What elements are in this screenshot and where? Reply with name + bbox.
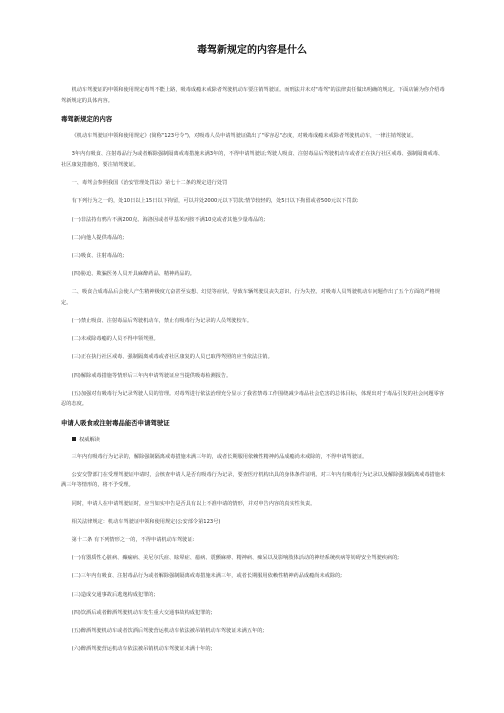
paragraph: 第十二条 有下列情形之一的，不得申请机动车驾驶证:: [71, 536, 195, 543]
paragraph: 有下列行为之一的，处10日以上15日以下拘留，可以并处2000元以下罚款;情节较轻的，处5日以下拘留或者500元以下罚款:: [71, 198, 359, 205]
page-title: 毒驾新规定的内容是什么: [197, 45, 307, 56]
list-item: (二)未戒除毒瘾的人员不得申领驾照。: [71, 336, 159, 343]
paragraph: 3年内有吸食、注射毒品行为或者解除强制隔离戒毒措施未满3年的，不得申请驾驶证;驾驶人吸食、注射毒品后驾驶机动车或者正在执行社区戒毒、强制隔离戒毒、社区康复措施的，要注销驾驶证。: [61, 151, 444, 168]
bullet-label: 权威解读: [79, 437, 100, 443]
bullet-item: [72, 435, 447, 446]
list-item: (三)正在执行社区戒毒、强制隔离戒毒或者社区康复的人员已取得驾照的应当依法注销。: [71, 354, 273, 361]
paragraph: 《机动车驾驶证申领和使用规定》(简称"123号令")，对吸毒人员申请驾驶证做出了"零容忍"态度，对吸毒成瘾未戒除者驾驶机动车，一律注销驾驶证。: [71, 133, 417, 140]
list-item: (一)非法持有鸦片不满200克、海洛因或者甲基苯丙胺不满10克或者其他少量毒品的;: [71, 216, 266, 223]
paragraph: 同时，申请人在申请驾驶证时，应当如实申告是否具有以上不准申请的情形，并对申告内容的真实性负责。: [71, 500, 316, 507]
list-item: (四)胁迫、欺骗医务人员开具麻醉药品、精神药品的。: [71, 271, 195, 278]
list-item: (一)禁止吸食、注射毒品后驾驶机动车，禁止有吸毒行为记录的人员驾驶校车。: [71, 318, 253, 325]
paragraph: 一、毒驾会参照我国《治安管理处罚法》第七十二条的规定进行处罚: [71, 180, 228, 187]
section-heading-new-rules: 毒驾新规定的内容: [61, 115, 113, 124]
paragraph: 三年内有吸毒行为记录的，解除强制隔离戒毒措施未满三年的，或者长期服用依赖性精神药品成瘾尚未戒除的，不得申请驾驶证。: [71, 453, 368, 460]
list-item: (四)饮酒后或者醉酒驾驶机动车发生重大交通事故构成犯罪的;: [71, 609, 213, 616]
list-item: (五)醉酒驾驶机动车或者饮酒后驾驶营运机动车依法被吊销机动车驾驶证未满五年的;: [71, 627, 265, 634]
list-item: (二)三年内有吸食、注射毒品行为或者解除强制隔离戒毒措施未满三年，或者长期服用依赖性精神药品成瘾尚未戒除的;: [71, 573, 342, 580]
list-item: (二)向他人提供毒品的;: [71, 234, 125, 241]
list-item: (三)造成交通事故后逃逸构成犯罪的;: [71, 591, 156, 598]
list-item: (三)吸食、注射毒品的;: [71, 252, 125, 259]
list-item: (四)解除戒毒措施等情形后三年内申请驾驶证应当提供吸毒检测报告。: [71, 372, 232, 379]
list-item: (一)有器质性心脏病、癫痫病、美尼尔氏症、眩晕症、癔病、震颤麻痹、精神病、痴呆以及影响肢体活动的神经系统疾病等妨碍安全驾驶疾病的;: [71, 555, 400, 562]
intro-paragraph: 机动车驾驶证的申领和使用规定毒驾不能上路，吸毒成瘾未戒除者驾驶机动车要注销驾驶证。而刑法并未对"毒驾"的法律责任做出明确的规定。下面店铺为你介绍毒驾新规定的具体内容。: [61, 87, 445, 104]
square-bullet-icon: [72, 437, 77, 442]
paragraph: 二、吸食合成毒品后会使人产生精神极度亢奋甚至妄想、幻觉等症状，导致车辆驾驶员丧失意识、行为失控。对吸毒人员驾驶机动车问题作出了五个方面的严格规定。: [61, 289, 440, 306]
section-heading-license-eligibility: 申请人吸食或注射毒品能否申请驾驶证: [61, 419, 170, 427]
list-item: (六)醉酒驾驶营运机动车依法被吊销机动车驾驶证未满十年的;: [71, 646, 213, 653]
paragraph: 公安交警部门在受理驾驶证申请时，会核查申请人是否有吸毒行为记录，要查医疗机构出具的身体条件证明。对三年内有吸毒行为记录以及解除强制隔离戒毒措施未满三年等情形的，将不予受理。: [61, 471, 446, 489]
document-body: [61, 85, 447, 662]
list-item: (五)加强对有吸毒行为记录驾驶人员的管理。对毒驾进行依法治理充分显示了我省禁毒工作围绕减少毒品社会危害的总体目标，体现出对于毒品引发的社会问题零容忍的态度。: [61, 390, 444, 408]
paragraph: 相关法律规定：机动车驾驶证申领和使用规定(公安部令第123号): [71, 518, 221, 525]
